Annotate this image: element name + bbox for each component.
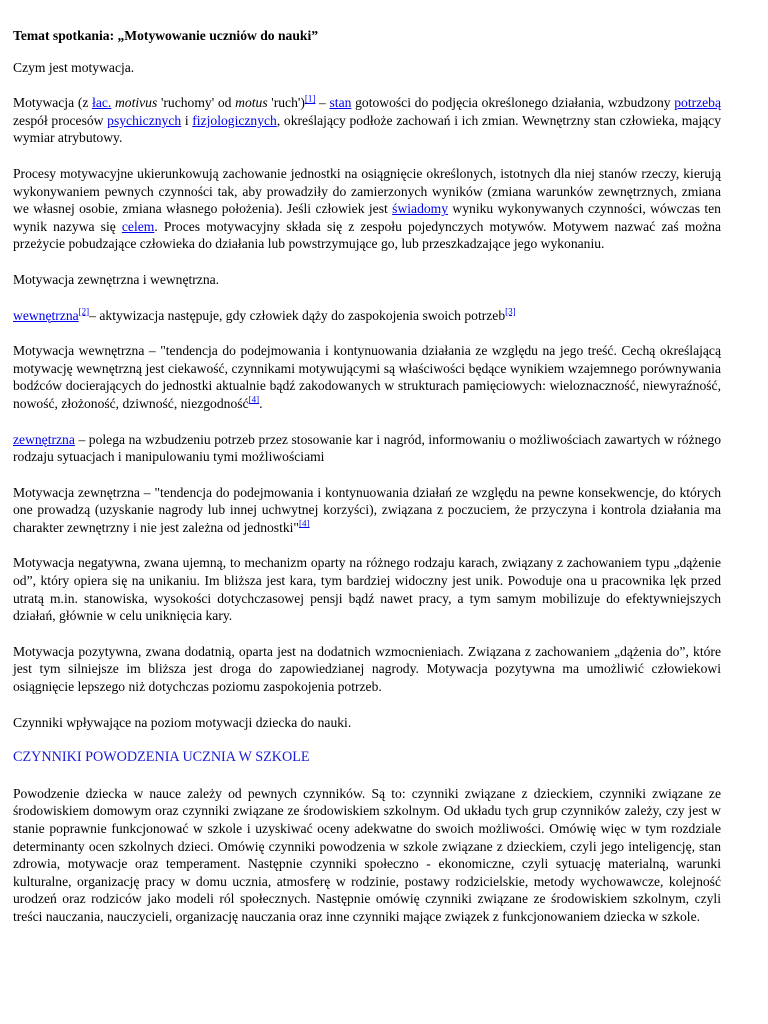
paragraph-motivation-processes: Procesy motywacyjne ukierunkowują zachowanie jednostki na osiągnięcie określonych, istotnych dla niej stanów rzeczy, kierują wykonywaniem pewnych czynności tak, aby prowadziły do zamierzonych wyników (zmiana warunków zewnętrznych, zmiana we własnej osobie, zmiana własnego położenia). Jeśli człowiek jest świadomy wyniku wykonywanych czynności, wówczas ten wynik nazywa się celem. Proces motywacyjny składa się z zespołu pojedynczych motywów. Motywem nazwać zaś można przeżycie pobudzające człowieka do działania lub powstrzymujące go, lub przeszkadzające jego wykonaniu. bbox=[13, 165, 722, 252]
footnote-ref-1[interactable]: [1] bbox=[304, 93, 316, 104]
paragraph-negative-motivation: Motywacja negatywna, zwana ujemną, to mechanizm oparty na różnego rodzaju karach, związany z zachowaniem typu „dążenie od”, który opiera się na unikaniu. Im bliższa jest kara, tym bardziej widoczny jest unik. Powoduje ona u pracownika lęk przed utratą m.in. stanowiska, wysokości dotychczasowej pensji bądź nawet pracy, a tym samym mobilizuje do efektywniejszych działań, głównie w celu uniknięcia kary. bbox=[13, 555, 721, 624]
paragraph-success-factors: Powodzenie dziecka w nauce zależy od pewnych czynników. Są to: czynniki związane z dzieckiem, czynniki związane ze środowiskiem domowym oraz czynniki związane ze środowiskiem szkolnym. Od układu tych grup czynników zależy, czy jest w stanie poprawnie funkcjonować w szkole i uzyskiwać oceny adekwatne do swoich możliwości. Omówię więc w tym rozdziale determinanty ocen szkolnych dzieci. Omówię czynniki powodzenia w szkole związane z dzieckiem, czyli jego inteligencję, stan zdrowia, motywacje oraz temperament. Następnie czynniki społeczno - ekonomiczne, czyli sytuację materialną, warunki kulturalne, organizację pracy w domu ucznia, atmosferę w rodzinie, postawy rodzicielskie, metody wychowawcze, kolejność urodzeń oraz rodziców jako modeli ról społecznych. Następnie omówię czynniki związane ze środowiskiem szkolnym, czyli treści nauczania, nauczycieli, organizację nauczania oraz inne czynniki mające związek z funkcjonowaniem dziecka w szkole. bbox=[13, 785, 721, 924]
footnote-ref-4[interactable]: [4] bbox=[248, 394, 260, 405]
question-what-is-motivation: Czym jest motywacja. bbox=[13, 59, 135, 75]
link-wewnetrzna[interactable]: wewnętrzna bbox=[13, 307, 79, 323]
heading-success-factors: CZYNNIKI POWODZENIA UCZNIA W SZKOLE bbox=[13, 749, 310, 766]
latin-motus: motus bbox=[235, 95, 268, 111]
link-swiadomy[interactable]: świadomy bbox=[392, 201, 449, 217]
link-stan[interactable]: stan bbox=[329, 95, 352, 111]
paragraph-internal-definition: Motywacja wewnętrzna – "tendencja do podejmowania i kontynuowania działania ze względu na jego treść. Cechą określającą motywację wewnętrzną jest ciekawość, czynnikami motywującymi są właściwości będące wynikiem wzajemnego porównywania bodźców docierających do jednostki aktualnie bądź zakodowanych w strukturach pamięciowych: wieloznaczność, niewyraźność, nowość, złożoność, dziwność, niezgodność[4]. bbox=[13, 343, 721, 411]
paragraph-definition: Motywacja (z łac. motivus 'ruchomy' od motus 'ruch')[1] – stan gotowości do podjęcia określonego działania, wzbudzony potrzebą zespół procesów psychicznych i fizjologicznych, określający podłoże zachowań i ich zmian. Wewnętrzny stan człowieka, mający wymiar atrybutowy. bbox=[13, 93, 722, 146]
link-psychicznych[interactable]: psychicznych bbox=[107, 112, 182, 128]
latin-motivus: motivus bbox=[114, 95, 158, 111]
meeting-title: Temat spotkania: „Motywowanie uczniów do nauki” bbox=[13, 28, 319, 43]
link-lac[interactable]: łac. bbox=[92, 95, 112, 111]
link-fizjologicznych[interactable]: fizjologicznych bbox=[192, 112, 277, 128]
link-zewnetrzna[interactable]: zewnętrzna bbox=[13, 431, 75, 447]
footnote-ref-2[interactable]: [2] bbox=[78, 306, 90, 316]
footnote-ref-4b[interactable]: [4] bbox=[298, 518, 310, 529]
paragraph-external-definition: Motywacja zewnętrzna – "tendencja do podejmowania i kontynuowania działań ze względu na pewne konsekwencje, do których one prowadzą (uzyskanie nagrody lub innej uchwytnej korzyści), związana z poczuciem, że przyczyna i kontrola działania ma charakter zewnętrzny i nie jest zależna od jednostki"[4] bbox=[13, 484, 721, 535]
heading-external-internal: Motywacja zewnętrzna i wewnętrzna. bbox=[13, 271, 220, 287]
link-potrzeba[interactable]: potrzebą bbox=[674, 95, 722, 111]
link-celem[interactable]: celem bbox=[121, 218, 155, 234]
paragraph-factors-intro: Czynniki wpływające na poziom motywacji dziecka do nauki. bbox=[13, 714, 352, 730]
paragraph-external-short: zewnętrzna – polega na wzbudzeniu potrzeb przez stosowanie kar i nagród, informowaniu o możliwościach zawartych w różnego rodzaju sytuacjach i manipulowaniu tymi możliwościami bbox=[13, 431, 721, 465]
paragraph-internal-short: wewnętrzna[2]– aktywizacja następuje, gdy człowiek dąży do zaspokojenia swoich potrzeb[3] bbox=[13, 306, 516, 323]
footnote-ref-3[interactable]: [3] bbox=[505, 306, 516, 316]
paragraph-positive-motivation: Motywacja pozytywna, zwana dodatnią, oparta jest na dodatnich wzmocnieniach. Związana z zachowaniem „dążenia do”, które jest tym silniejsze im bliższa jest droga do zapowiedzianej nagrody. Motywacja pozytywna ma umożliwić człowiekowi osiągnięcie lepszego niż dotychczas poziomu zaspokojenia potrzeb. bbox=[13, 643, 721, 695]
